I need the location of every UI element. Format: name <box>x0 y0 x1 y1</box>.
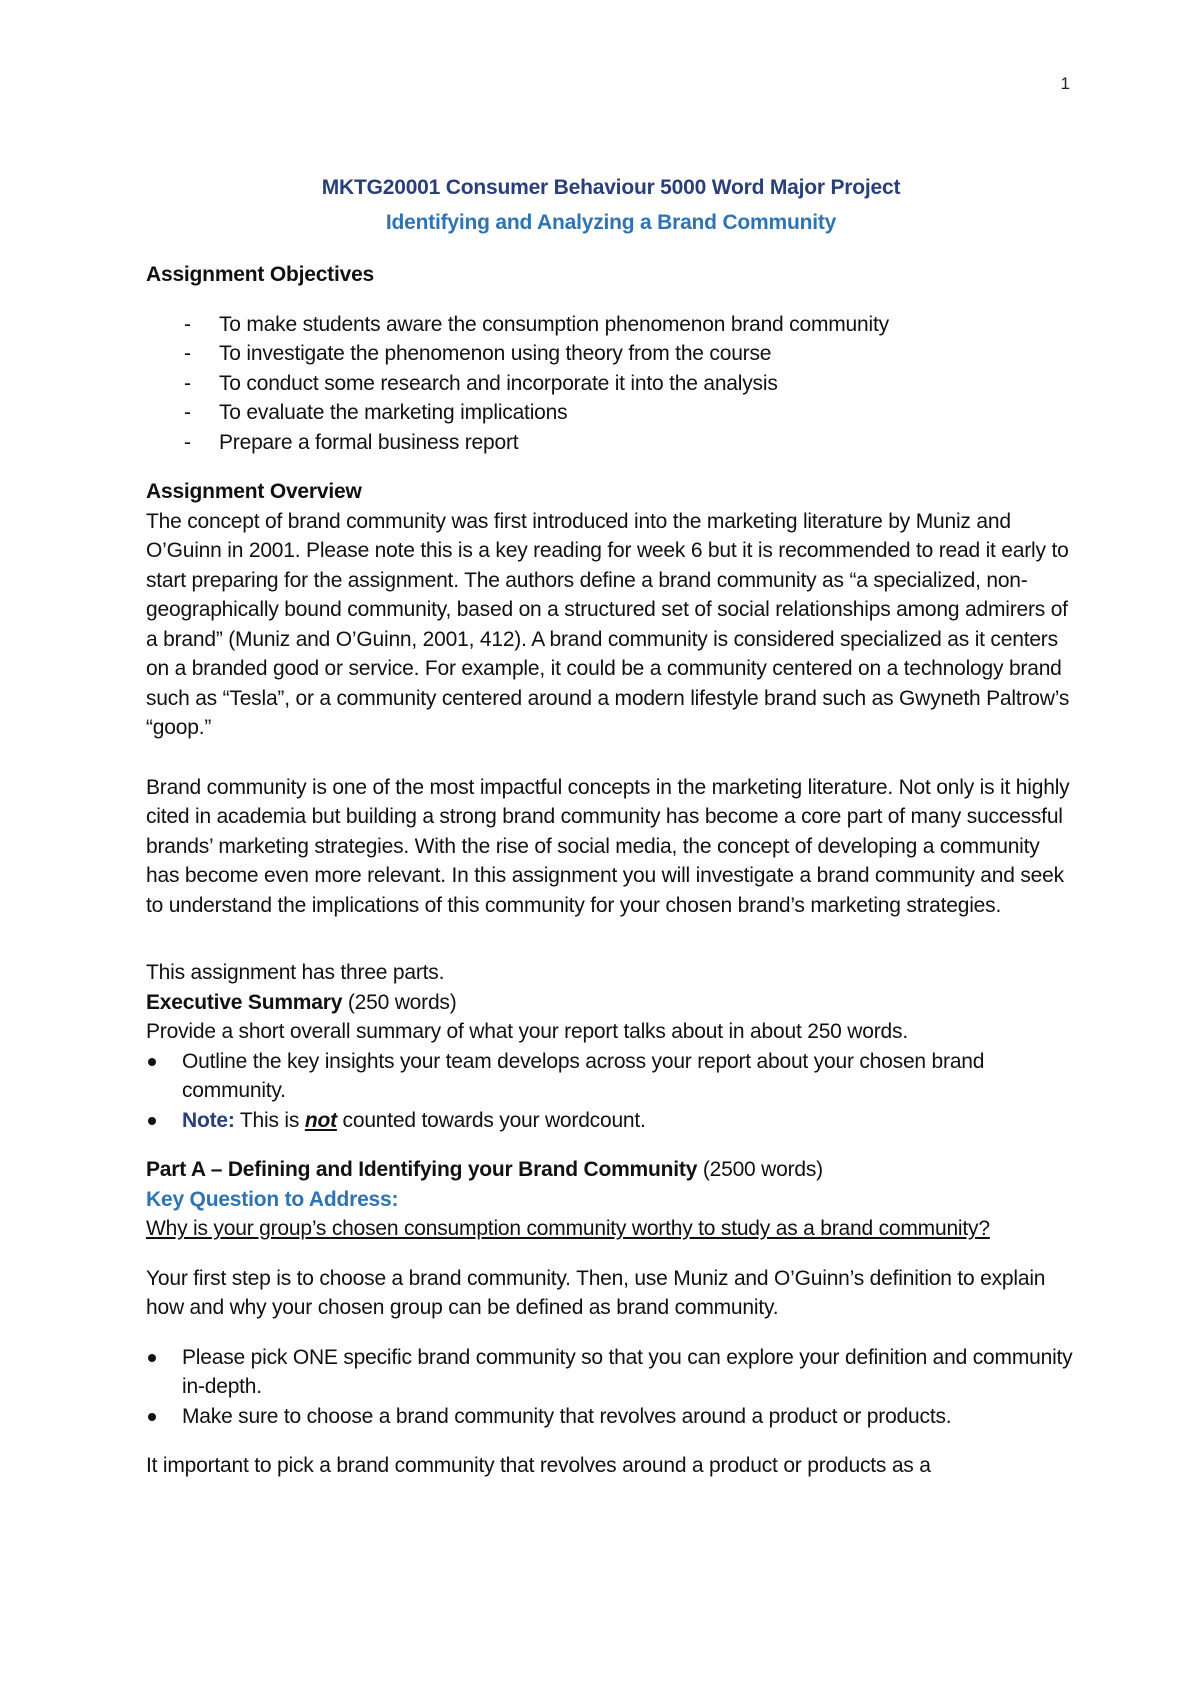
document-title: MKTG20001 Consumer Behaviour 5000 Word Major Project <box>321 176 901 199</box>
page-number: 1 <box>1060 74 1070 93</box>
list-item: - To investigate the phenomenon using theory from the course <box>146 339 1076 369</box>
objectives-heading: Assignment Objectives <box>146 263 375 286</box>
part-a-heading: Part A – Defining and Identifying your Brand Community (2500 words) <box>146 1158 823 1181</box>
parts-intro: This assignment has three parts. <box>146 961 445 984</box>
part-a-paragraph: Your first step is to choose a brand community. Then, use Muniz and O’Guinn’s definition to explain how and why your chosen group can be defined as brand community. <box>146 1266 1046 1319</box>
overview-paragraph-1: The concept of brand community was first introduced into the marketing literature by Muniz and O’Guinn in 2001. Please note this is a key reading for week 6 but it is recommended to read it early to start preparing for the assignment. The authors define a brand community as “a specialized, non-geographically bound community, based on a structured set of social relationships among admirers of a brand” (Muniz and O’Guinn, 2001, 412). A brand community is considered specialized as it centers on a branded good or service. For example, it could be a community centered on a technology brand such as “Tesla”, or a community centered around a modern lifestyle brand such as Gwyneth Paltrow’s “goop.” <box>146 509 1070 739</box>
key-question: Why is your group’s chosen consumption community worthy to study as a brand community? <box>146 1217 990 1240</box>
list-item: - To conduct some research and incorporate it into the analysis <box>146 369 1076 399</box>
list-item: - To evaluate the marketing implications <box>146 398 1076 428</box>
executive-summary-description: Provide a short overall summary of what your report talks about in about 250 words. <box>146 1020 908 1043</box>
objectives-list <box>146 310 1076 458</box>
document-subtitle: Identifying and Analyzing a Brand Community <box>385 211 837 234</box>
part-a-closing: It important to pick a brand community that revolves around a product or products as a <box>146 1454 931 1477</box>
list-item: Outline the key insights your team develops across your report about your chosen brand community. <box>146 1047 1076 1106</box>
note-label: Note: <box>182 1108 235 1132</box>
part-a-list <box>146 1343 1076 1432</box>
list-item: Note: This is not counted towards your wordcount. <box>146 1106 1076 1136</box>
document-body <box>146 170 1076 1481</box>
list-item: Make sure to choose a brand community that revolves around a product or products. <box>146 1402 1076 1432</box>
key-question-label: Key Question to Address: <box>146 1187 399 1211</box>
not-emphasis: not <box>304 1108 337 1132</box>
overview-paragraph-2: Brand community is one of the most impactful concepts in the marketing literature. Not only is it highly cited in academia but building a strong brand community has become a core part of many successful brands’ marketing strategies. With the rise of social media, the concept of developing a community has become even more relevant. In this assignment you will investigate a brand community and seek to understand the implications of this community for your chosen brand’s marketing strategies. <box>146 775 1070 917</box>
list-item: - Prepare a formal business report <box>146 428 1076 458</box>
list-item: - To make students aware the consumption phenomenon brand community <box>146 310 1076 340</box>
overview-heading: Assignment Overview <box>146 480 362 503</box>
executive-summary-list <box>146 1047 1076 1136</box>
executive-summary-heading: Executive Summary (250 words) <box>146 990 457 1014</box>
list-item: Please pick ONE specific brand community so that you can explore your definition and community in-depth. <box>146 1343 1076 1402</box>
